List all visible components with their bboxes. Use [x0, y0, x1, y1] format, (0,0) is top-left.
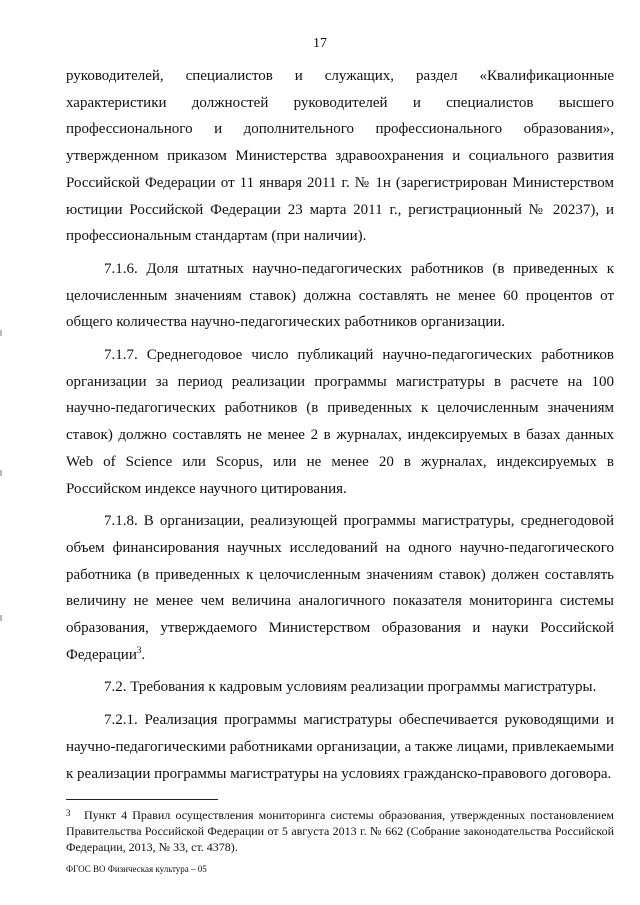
paragraph-7-1-8 — [66, 508, 614, 668]
footnote-reference: 3 — [136, 644, 142, 655]
paragraph-7-1-7: 7.1.7. Среднегодовое число публикаций научно-педагогических работников организации за период реализации программы магистратуры в расчете на 100 научно-педагогических работников (в приведенных к целочисленным значениям ставок) должно составлять не менее 2 в журналах, индексируемых в базах данных Web of Science или Scopus, или не менее 20 в журналах, индексируемых в Российском индексе научного цитирования. — [66, 347, 614, 497]
document-body — [66, 63, 614, 787]
scan-edge-mark — [0, 470, 2, 476]
paragraph-7-1-6: 7.1.6. Доля штатных научно-педагогических работников (в приведенных к целочисленным значениям ставок) должна составлять не менее 60 процентов от общего количества научно-педагогических работников организации. — [66, 260, 614, 331]
paragraph-7-2: 7.2. Требования к кадровым условиям реализации программы магистратуры. — [104, 679, 597, 696]
scan-edge-mark — [0, 615, 2, 621]
page-number: 17 — [313, 36, 327, 51]
scan-edge-mark — [0, 330, 2, 336]
paragraph-continued: руководителей, специалистов и служащих, раздел «Квалификационные характеристики должностей руководителей и специалистов высшего профессионального и дополнительного профессионального образования», утвержденном приказом Министерства здравоохранения и социального развития Российской Федерации от 11 января 2011 г. № 1н (зарегистрирован Министерством юстиции Российской Федерации 23 марта 2011 г., регистрационный № 20237), и профессиональным стандартам (при наличии). — [66, 68, 614, 245]
paragraph-7-1-8-text: 7.1.8. В организации, реализующей программы магистратуры, среднегодовой объем финансирования научных исследований на одного научно-педагогического работника (в приведенных к целочисленным значениям ставок) должен составлять величину не менее чем величина аналогичного показателя мониторинга системы образования, утверждаемого Министерством образования и науки Российской Федерации — [66, 513, 614, 663]
footnote-mark: 3 — [66, 808, 71, 818]
running-footer: ФГОС ВО Физическая культура – 05 — [66, 864, 207, 874]
footnote-text: Пункт 4 Правил осуществления мониторинга системы образования, утвержденных постановлением Правительства Российской Федерации от 5 августа 2013 г. № 662 (Собрание законодательства Российской Федерации, 2013, № 33, ст. 4378). — [66, 808, 614, 854]
paragraph-7-2-1: 7.2.1. Реализация программы магистратуры обеспечивается руководящими и научно-педагогическими работниками организации, а также лицами, привлекаемыми к реализации программы магистратуры на условиях гражданско-правового договора. — [66, 712, 614, 782]
paragraph-7-1-8-period: . — [141, 646, 146, 663]
footnote — [66, 807, 614, 855]
footnote-separator — [66, 799, 218, 800]
